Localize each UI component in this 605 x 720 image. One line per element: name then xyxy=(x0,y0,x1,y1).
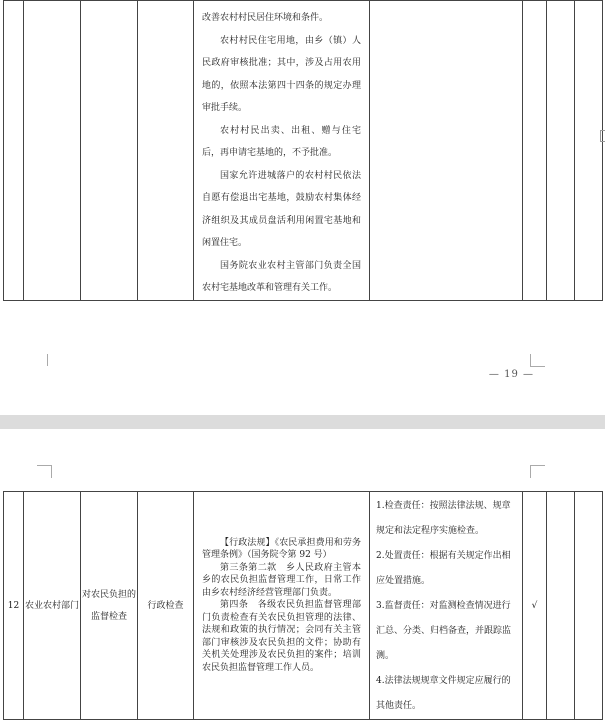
duty-item: 3.监督责任：对监测检查情况进行汇总、分类、归档备查，并跟踪监测。 xyxy=(376,601,512,661)
law-paragraph: 【行政法规】《农民承担费用和劳务管理条例》（国务院令第 92 号） xyxy=(202,537,361,561)
page-bottom xyxy=(0,429,605,711)
item-name-cell: 对农民负担的监督检查 xyxy=(81,492,138,720)
duty-item: 4.法律法规规章文件规定应履行的其他责任。 xyxy=(376,676,511,711)
law-paragraph: 第三条第二款 乡人民政府主管本乡的农民负担监督管理工作，日常工作由乡农村经济经营管理部门负责。 xyxy=(202,562,361,598)
law-basis-cell xyxy=(194,1,370,301)
table-row xyxy=(4,1,603,301)
power-table xyxy=(3,491,603,720)
mark-cell xyxy=(547,1,575,301)
crop-mark xyxy=(530,354,545,367)
page-separator xyxy=(0,415,605,429)
page-number: — 19 — xyxy=(488,369,534,380)
law-paragraph: 国务院农业农村主管部门负责全国农村宅基地改革和管理有关工作。 xyxy=(202,260,361,293)
law-basis-cell xyxy=(194,492,370,720)
mark-cell xyxy=(575,492,603,720)
item-name-cell xyxy=(81,1,138,301)
law-paragraph: 农村村民出卖、出租、赠与住宅后，再申请宅基地的，不予批准。 xyxy=(202,125,361,158)
mark-cell xyxy=(547,492,575,720)
law-paragraph: 国家允许进城落户的农村村民依法自愿有偿退出宅基地，鼓励农村集体经济组织及其成员盘活利用闲置宅基地和闲置住宅。 xyxy=(202,170,361,248)
category-cell: 行政检查 xyxy=(138,492,194,720)
law-paragraph: 改善农村村民居住环境和条件。 xyxy=(202,13,329,23)
power-table-continued xyxy=(3,0,603,301)
page-edge-mark xyxy=(600,130,605,142)
duty-cell xyxy=(370,1,523,301)
mark-cell xyxy=(575,1,603,301)
crop-mark xyxy=(37,465,52,478)
check-mark: √ xyxy=(523,492,547,720)
duty-item: 2.处置责任：根据有关规定作出相应处置措施。 xyxy=(376,551,511,586)
table-row xyxy=(4,492,603,720)
mark-cell xyxy=(523,1,547,301)
department-cell xyxy=(24,1,81,301)
duty-item: 1.检查责任：按照法律法规、规章规定和法定程序实施检查。 xyxy=(376,501,511,536)
law-paragraph: 第四条 各级农民负担监督管理部门负责检查有关农民负担管理的法律、法规和政策的执行情况；会同有关主管部门审核涉及农民负担的文件；协助有关机关处理涉及农民负担的案件；培训农民负担监督管理工作人员。 xyxy=(202,600,361,673)
department-cell: 农业农村部门 xyxy=(24,492,81,720)
crop-mark xyxy=(37,354,48,366)
number-cell: 12 xyxy=(4,492,24,720)
law-paragraph: 农村村民住宅用地，由乡（镇）人民政府审核批准；其中，涉及占用农用地的，依照本法第四十四条的规定办理审批手续。 xyxy=(202,35,361,113)
number-cell xyxy=(4,1,24,301)
duty-cell xyxy=(370,492,523,720)
category-cell xyxy=(138,1,194,301)
crop-mark xyxy=(530,465,545,478)
